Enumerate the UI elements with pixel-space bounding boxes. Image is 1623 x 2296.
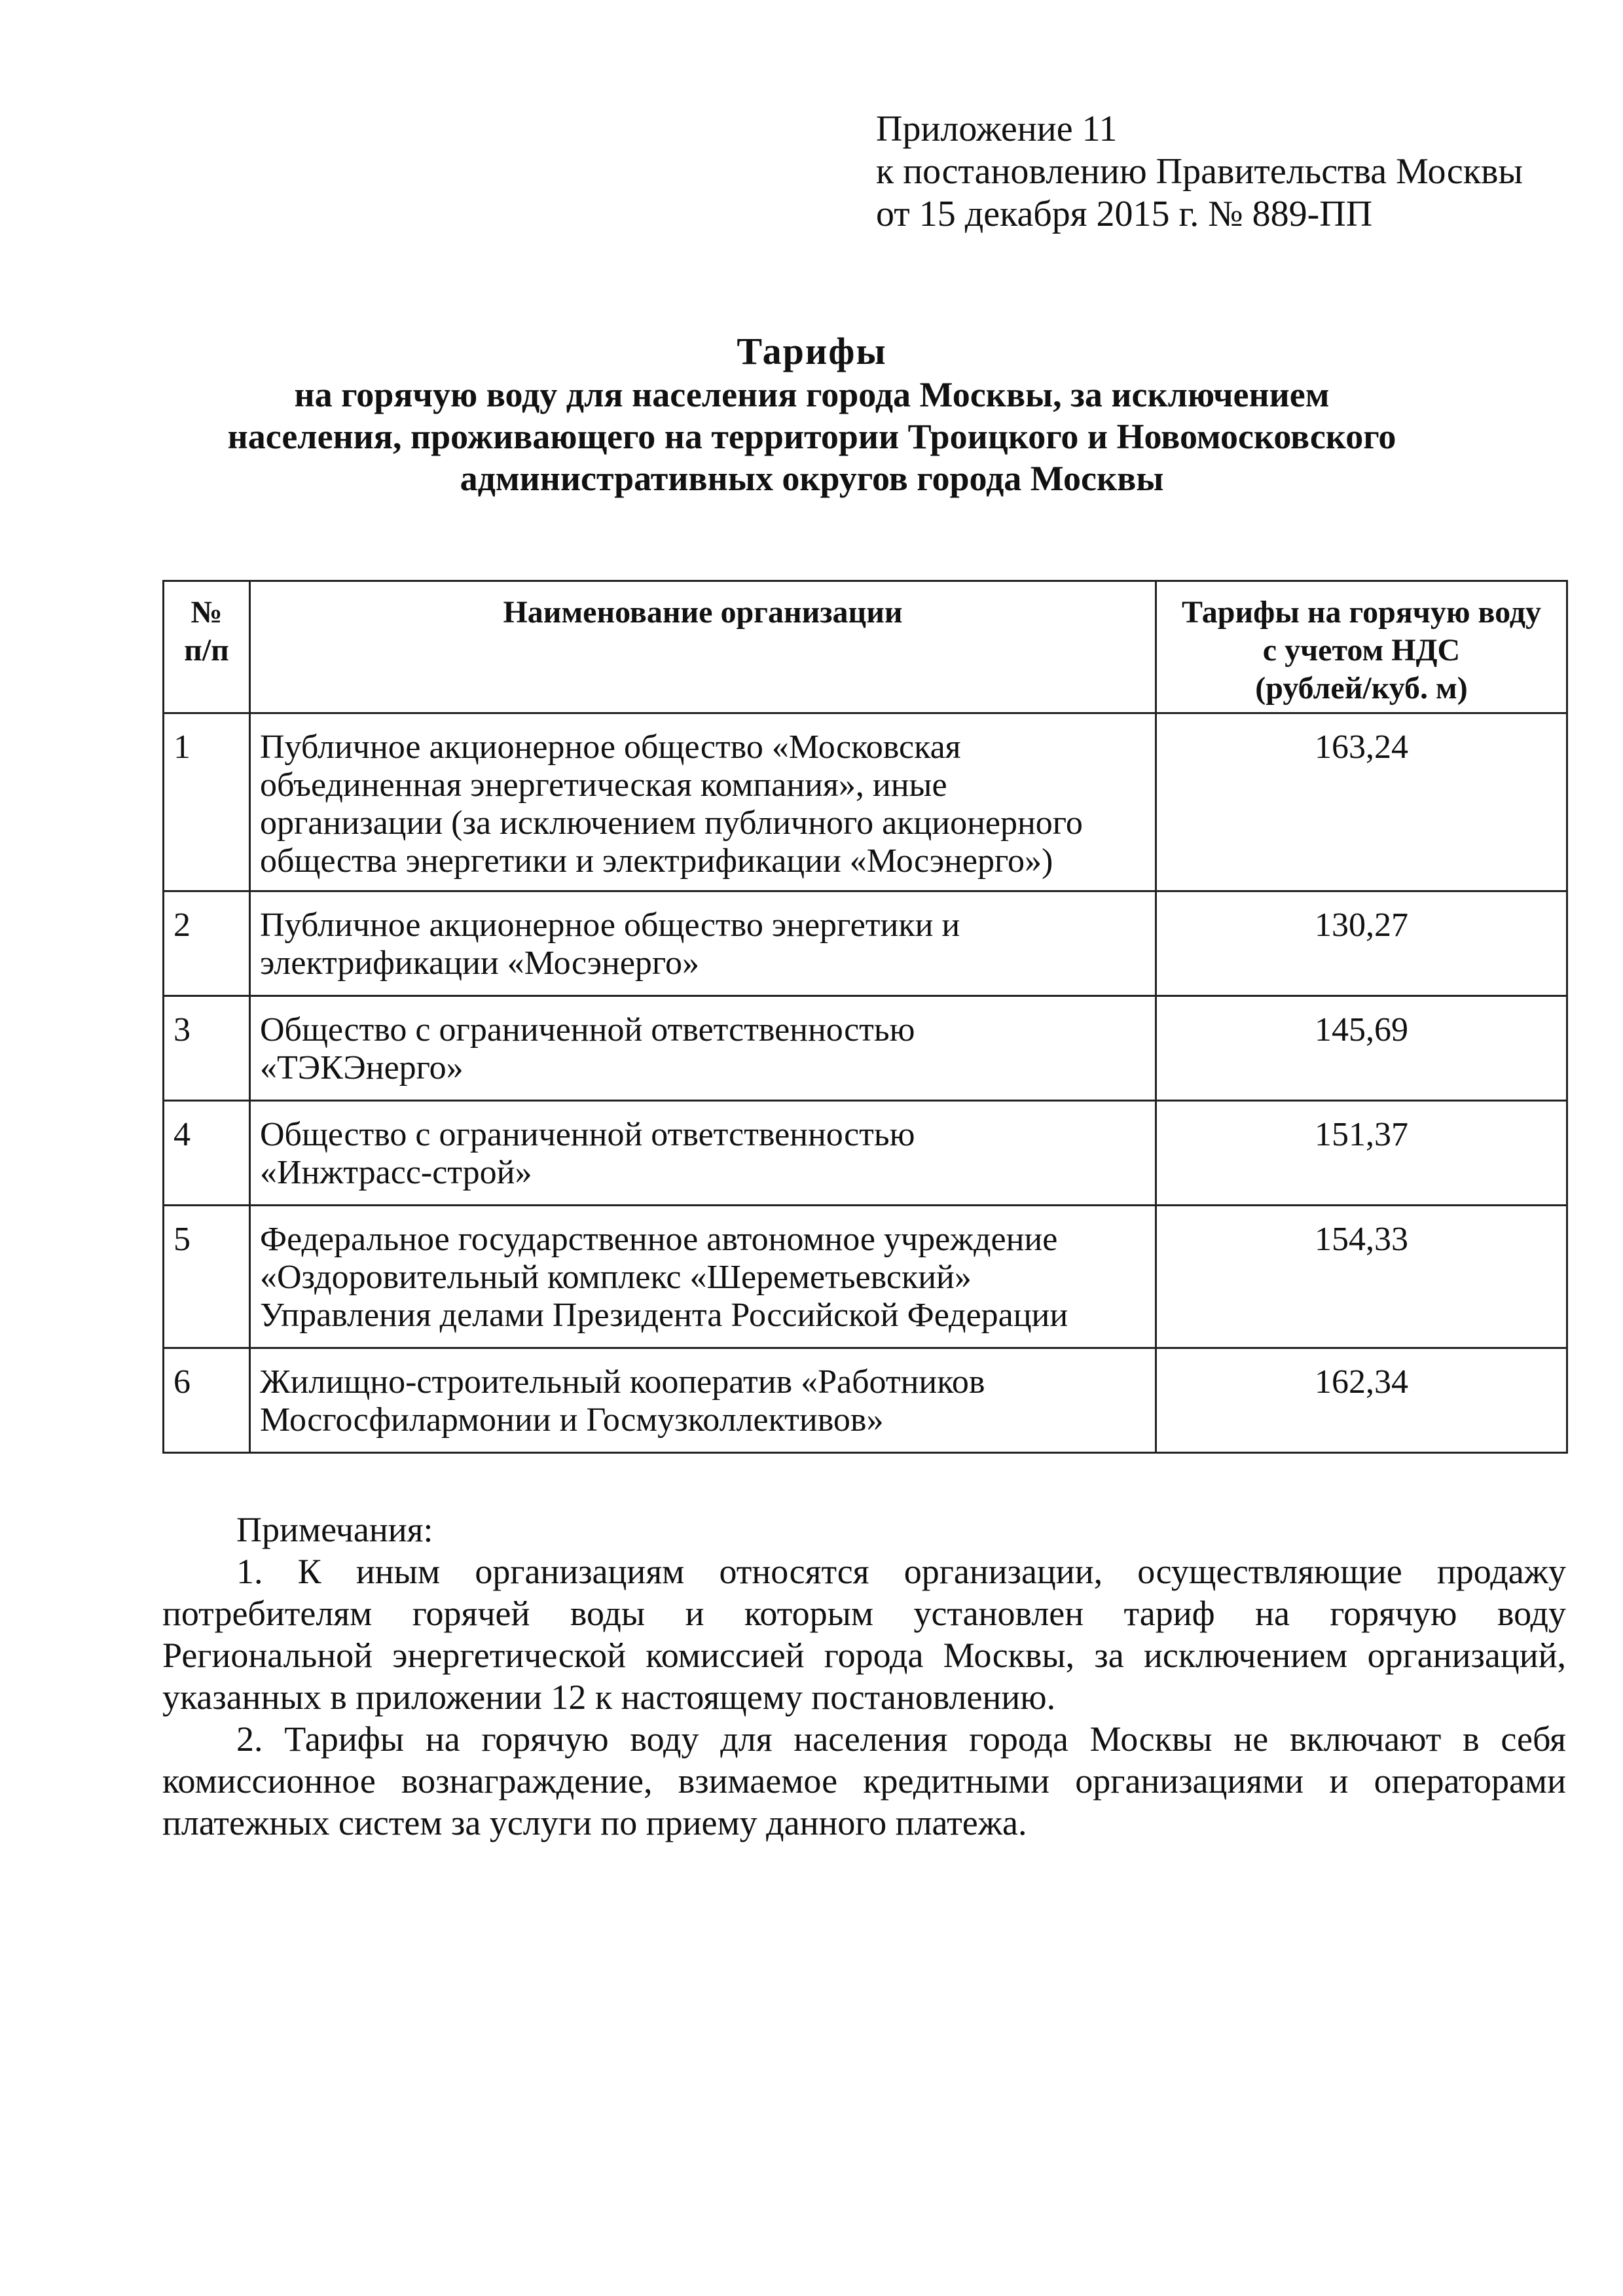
- appendix-number: Приложение 11: [876, 109, 1118, 149]
- row-tariff: 145,69: [1156, 996, 1567, 1101]
- note-1-line: указанных в приложении 12 к настоящему постановлению.: [162, 1677, 1056, 1717]
- tariffs-table: [162, 580, 1568, 1454]
- note-2-line: 2. Тарифы на горячую воду для населения города Москвы не включают в себя: [236, 1719, 1566, 1759]
- row-tariff: 130,27: [1156, 891, 1567, 996]
- header-tariff-line-1: Тарифы на горячую воду: [1181, 595, 1542, 630]
- header-organization-label: Наименование организации: [503, 595, 903, 630]
- note-2: [162, 1718, 1566, 1844]
- header-tariff-line-2: с учетом НДС: [1262, 633, 1461, 668]
- note-1-line: Региональной энергетической комиссией города Москвы, за исключением организаций,: [162, 1636, 1566, 1675]
- row-organization: [250, 1348, 1156, 1453]
- header-tariff: [1156, 581, 1567, 713]
- table-row: [164, 1206, 1567, 1348]
- header-organization: [250, 581, 1156, 713]
- row-number: 1: [164, 713, 250, 891]
- row-organization: [250, 1101, 1156, 1206]
- note-2-line: комиссионное вознаграждение, взимаемое кредитными организациями и операторами: [162, 1761, 1566, 1801]
- row-tariff: 154,33: [1156, 1206, 1567, 1348]
- organization-line: организации (за исключением публичного акционерного: [260, 804, 1083, 842]
- row-organization: [250, 1206, 1156, 1348]
- header-number: [164, 581, 250, 713]
- organization-line: «ТЭКЭнерго»: [260, 1049, 464, 1086]
- table-row: [164, 713, 1567, 891]
- row-organization: [250, 996, 1156, 1101]
- note-1-line: 1. К иным организациям относятся организации, осуществляющие продажу: [236, 1552, 1566, 1591]
- row-tariff: 162,34: [1156, 1348, 1567, 1453]
- title-main: Тарифы: [737, 330, 887, 372]
- table-row: [164, 1348, 1567, 1453]
- title-line-3: административных округов города Москвы: [460, 459, 1164, 498]
- table-row: [164, 891, 1567, 996]
- table-row: [164, 996, 1567, 1101]
- organization-line: «Инжтрасс-строй»: [260, 1154, 532, 1191]
- appendix-reference: к постановлению Правительства Москвы: [876, 151, 1523, 192]
- notes-section: [162, 1509, 1566, 1844]
- table-row: [164, 1101, 1567, 1206]
- note-1-line: потребителям горячей воды и которым установлен тариф на горячую воду: [162, 1594, 1566, 1633]
- notes-title: Примечания:: [236, 1510, 433, 1549]
- note-2-line: платежных систем за услуги по приему данного платежа.: [162, 1803, 1027, 1842]
- organization-line: Управления делами Президента Российской Федерации: [260, 1297, 1068, 1334]
- row-tariff: 151,37: [1156, 1101, 1567, 1206]
- row-organization: [250, 891, 1156, 996]
- organization-line: Общество с ограниченной ответственностью: [260, 1116, 915, 1153]
- organization-line: «Оздоровительный комплекс «Шереметьевский»: [260, 1259, 972, 1296]
- row-number: 5: [164, 1206, 250, 1348]
- organization-line: электрификации «Мосэнерго»: [260, 944, 699, 982]
- note-1: [162, 1551, 1566, 1718]
- row-number: 4: [164, 1101, 250, 1206]
- row-number: 6: [164, 1348, 250, 1453]
- row-tariff: 163,24: [1156, 713, 1567, 891]
- row-number: 2: [164, 891, 250, 996]
- header-tariff-line-3: (рублей/куб. м): [1255, 671, 1468, 706]
- document-title: [157, 331, 1467, 499]
- table-header-row: [164, 581, 1567, 713]
- organization-line: Публичное акционерное общество «Московская: [260, 728, 961, 766]
- organization-line: общества энергетики и электрификации «Мосэнерго»): [260, 842, 1053, 880]
- organization-line: Федеральное государственное автономное учреждение: [260, 1221, 1058, 1258]
- organization-line: объединенная энергетическая компания», иные: [260, 766, 947, 804]
- title-line-2: населения, проживающего на территории Троицкого и Новомосковского: [227, 417, 1396, 456]
- organization-line: Публичное акционерное общество энергетики и: [260, 906, 960, 944]
- appendix-date: от 15 декабря 2015 г. № 889-ПП: [876, 194, 1373, 234]
- appendix-header: [876, 108, 1523, 236]
- organization-line: Мосгосфилармонии и Госмузколлективов»: [260, 1401, 884, 1439]
- title-line-1: на горячую воду для населения города Москвы, за исключением: [294, 375, 1330, 414]
- header-number-line-2: п/п: [184, 633, 229, 668]
- row-organization: [250, 713, 1156, 891]
- organization-line: Общество с ограниченной ответственностью: [260, 1011, 915, 1049]
- row-number: 3: [164, 996, 250, 1101]
- header-number-line-1: №: [191, 595, 223, 630]
- organization-line: Жилищно-строительный кооператив «Работников: [260, 1363, 985, 1401]
